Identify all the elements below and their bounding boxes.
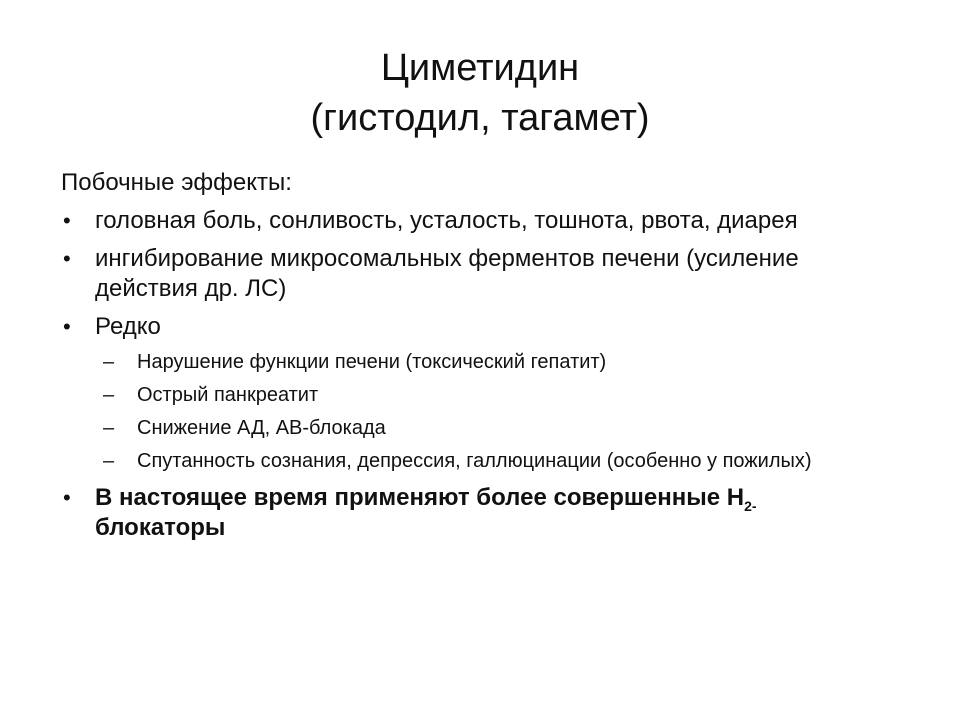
- title-line-2: (гистодил, тагамет): [310, 97, 650, 139]
- title-line-1: Циметидин: [380, 47, 580, 89]
- conclusion-text: [95, 484, 757, 541]
- bullet-text: головная боль, сонливость, усталость, тошнота, рвота, диарея: [95, 207, 798, 234]
- conclusion-text-main: В настоящее время применяют более совершенные Н: [95, 484, 745, 511]
- rare-effects-list: [61, 350, 881, 473]
- bullet-item: [61, 244, 881, 304]
- sub-item: [61, 350, 881, 374]
- bullet-text: Редко: [95, 313, 161, 340]
- side-effects-heading: Побочные эффекты:: [61, 169, 292, 196]
- dash-marker: –: [103, 450, 115, 472]
- sub-item-text: Острый панкреатит: [137, 384, 319, 406]
- bullet-item: [61, 312, 881, 342]
- slide-body: [61, 168, 881, 551]
- bullet-marker: •: [63, 246, 71, 271]
- conclusion-text-end: блокаторы: [95, 514, 226, 541]
- dash-marker: –: [103, 384, 115, 406]
- slide-title: [0, 43, 960, 143]
- bullet-item-conclusion: [61, 483, 881, 543]
- dash-marker: –: [103, 351, 115, 373]
- bullet-item: [61, 206, 881, 236]
- bullet-marker: •: [63, 485, 71, 510]
- h2-subscript: 2-: [744, 497, 757, 514]
- sub-item-text: Снижение АД, АВ-блокада: [137, 417, 386, 439]
- bullet-marker: •: [63, 208, 71, 233]
- sub-item-text: Нарушение функции печени (токсический гепатит): [137, 351, 607, 373]
- sub-item-text: Спутанность сознания, депрессия, галлюцинации (особенно у пожилых): [137, 450, 812, 472]
- bullet-marker: •: [63, 314, 71, 339]
- sub-item: [61, 383, 881, 407]
- dash-marker: –: [103, 417, 115, 439]
- sub-item: [61, 449, 881, 473]
- bullet-text: ингибирование микросомальных ферментов печени (усиление действия др. ЛС): [95, 245, 799, 302]
- sub-item: [61, 416, 881, 440]
